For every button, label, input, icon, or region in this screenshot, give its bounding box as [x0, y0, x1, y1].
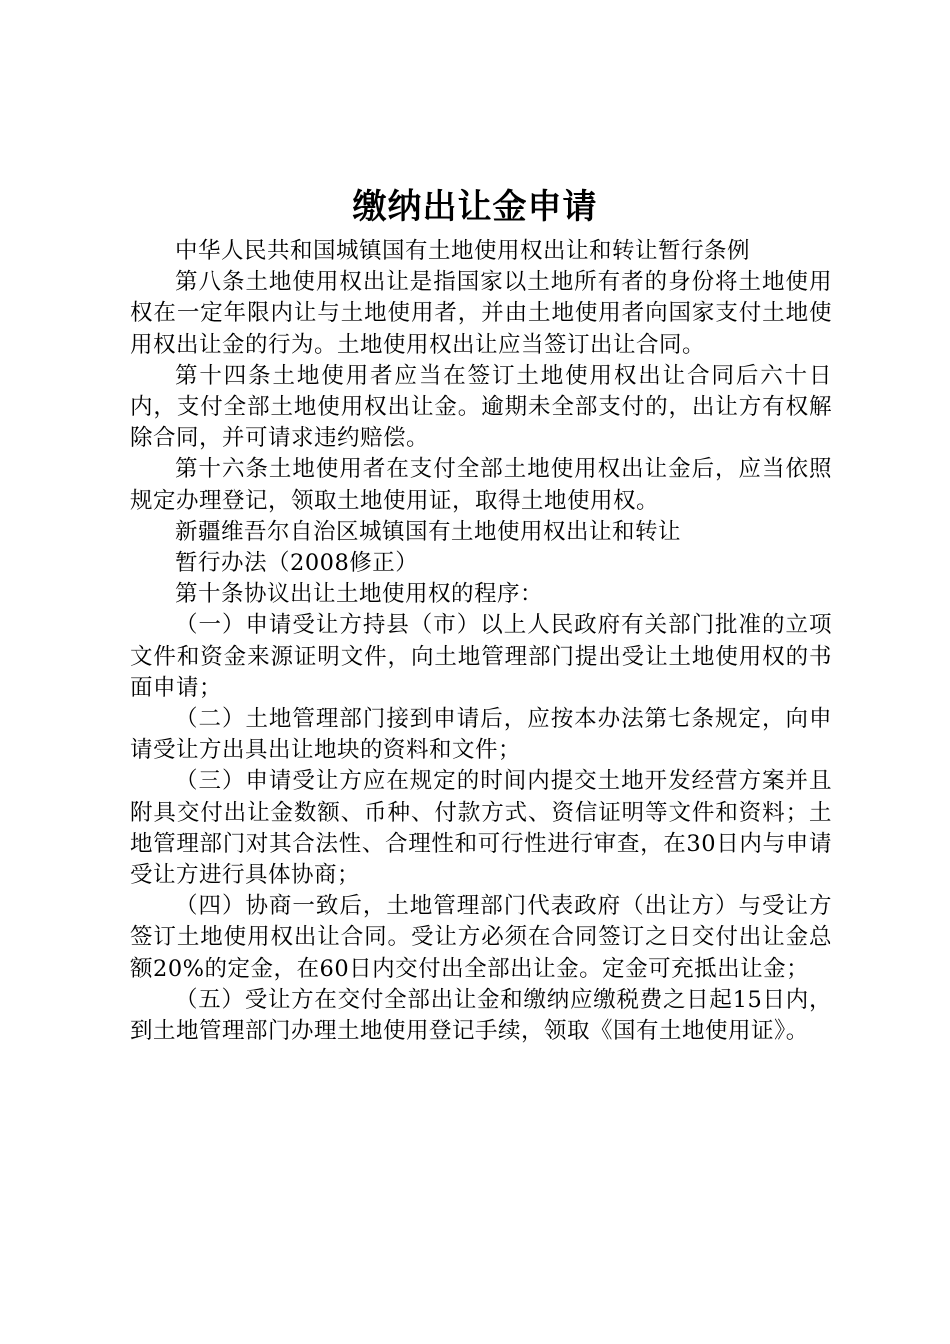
- paragraph-item-1: （一）申请受让方持县（市）以上人民政府有关部门批准的立项文件和资金来源证明文件，向土地管理部门提出受让土地使用权的书面申请；: [130, 612, 832, 701]
- paragraph-xinjiang-subtitle: 暂行办法（2008修正）: [175, 550, 419, 577]
- document-body: [130, 236, 832, 1047]
- paragraph-article-10: 第十条协议出让土地使用权的程序：: [175, 581, 544, 608]
- paragraph-article-8: 第八条土地使用权出让是指国家以土地所有者的身份将土地使用权在一定年限内让与土地使用者，并由土地使用者向国家支付土地使用权出让金的行为。土地使用权出让应当签订出让合同。: [130, 269, 832, 358]
- paragraph-xinjiang-title: 新疆维吾尔自治区城镇国有土地使用权出让和转让: [175, 518, 682, 545]
- document-title: 缴纳出让金申请: [352, 187, 598, 227]
- paragraph-item-2: （二）土地管理部门接到申请后，应按本办法第七条规定，向申请受让方出具出让地块的资料和文件；: [130, 706, 832, 764]
- paragraph-article-14: 第十四条土地使用者应当在签订土地使用权出让合同后六十日内，支付全部土地使用权出让金。逾期未全部支付的，出让方有权解除合同，并可请求违约赔偿。: [130, 362, 832, 452]
- paragraph-item-5: （五）受让方在交付全部出让金和缴纳应缴税费之日起15日内，到土地管理部门办理土地使用登记手续，领取《国有土地使用证》。: [130, 986, 832, 1045]
- paragraph-article-16: 第十六条土地使用者在支付全部土地使用权出让金后，应当依照规定办理登记，领取土地使用证，取得土地使用权。: [130, 456, 832, 514]
- paragraph-item-3: （三）申请受让方应在规定的时间内提交土地开发经营方案并且附具交付出让金数额、币种、付款方式、资信证明等文件和资料；土地管理部门对其合法性、合理性和可行性进行审查，在30日内与申请受让方进行具体协商；: [130, 768, 832, 889]
- paragraph-item-4: （四）协商一致后，土地管理部门代表政府（出让方）与受让方签订土地使用权出让合同。受让方必须在合同签订之日交付出让金总额20%的定金，在60日内交付出全部出让金。定金可充抵出让金；: [130, 893, 832, 982]
- paragraph-regulation-title: 中华人民共和国城镇国有土地使用权出让和转让暂行条例: [175, 238, 751, 264]
